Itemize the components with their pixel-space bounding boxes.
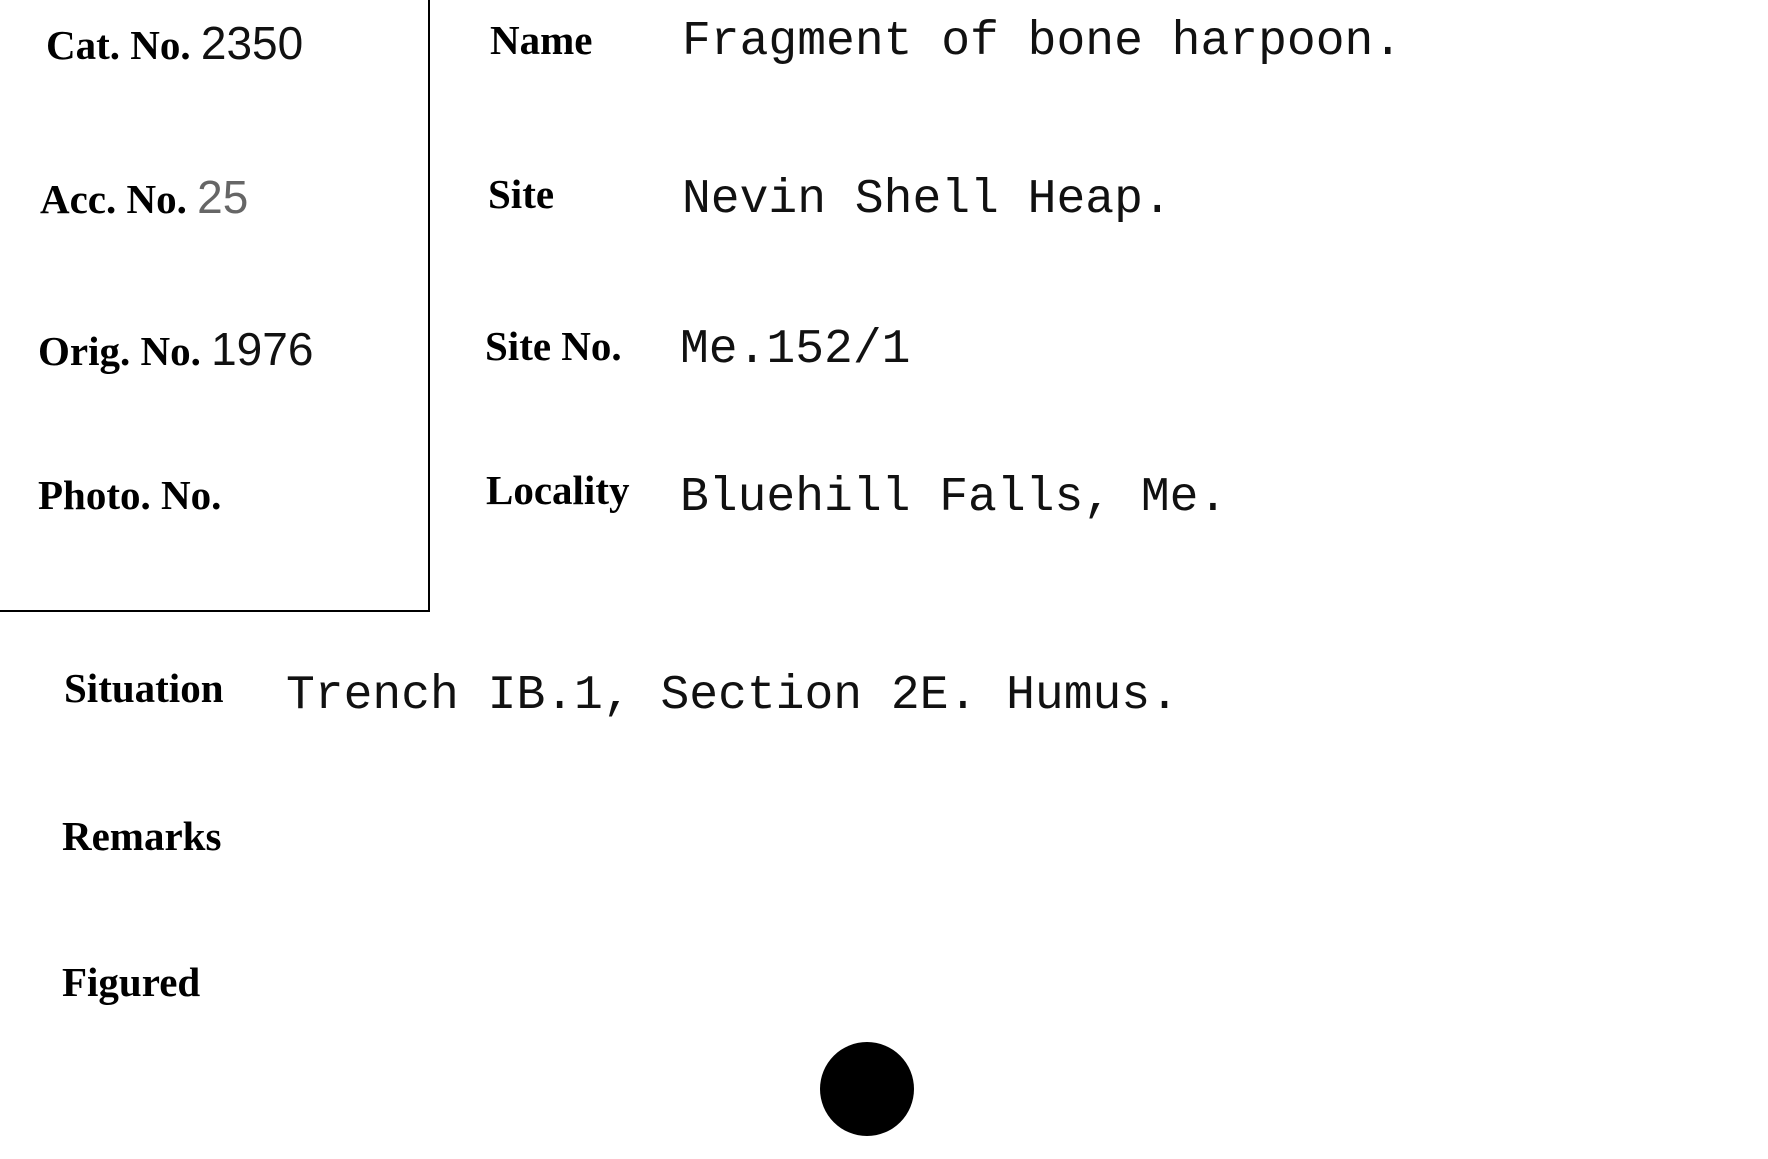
site-no-label: Site No. xyxy=(485,323,622,369)
name-value: Fragment of bone harpoon. xyxy=(682,15,1403,69)
acc-no-value: 25 xyxy=(197,171,249,223)
orig-no-value: 1976 xyxy=(211,323,314,375)
remarks-label: Remarks xyxy=(62,813,222,859)
punch-hole xyxy=(820,1042,914,1136)
acc-no-label: Acc. No. xyxy=(40,176,187,222)
figured-label: Figured xyxy=(62,959,201,1005)
photo-no-label: Photo. No. xyxy=(38,472,222,518)
acc-no-row xyxy=(40,171,249,223)
site-label: Site xyxy=(488,171,555,217)
situation-label: Situation xyxy=(64,665,224,711)
locality-label: Locality xyxy=(486,467,630,513)
catalog-number-box xyxy=(0,0,430,612)
orig-no-label: Orig. No. xyxy=(38,328,201,374)
locality-value: Bluehill Falls, Me. xyxy=(680,471,1228,525)
situation-value: Trench IB.1, Section 2E. Humus. xyxy=(286,669,1179,723)
photo-no-row xyxy=(38,470,221,516)
cat-no-value: 2350 xyxy=(200,17,304,69)
site-value: Nevin Shell Heap. xyxy=(682,173,1172,227)
name-label: Name xyxy=(490,17,593,63)
cat-no-label: Cat. No. xyxy=(46,22,191,68)
site-no-value: Me.152/1 xyxy=(680,323,911,377)
orig-no-row xyxy=(38,323,314,375)
cat-no-row xyxy=(46,17,304,69)
